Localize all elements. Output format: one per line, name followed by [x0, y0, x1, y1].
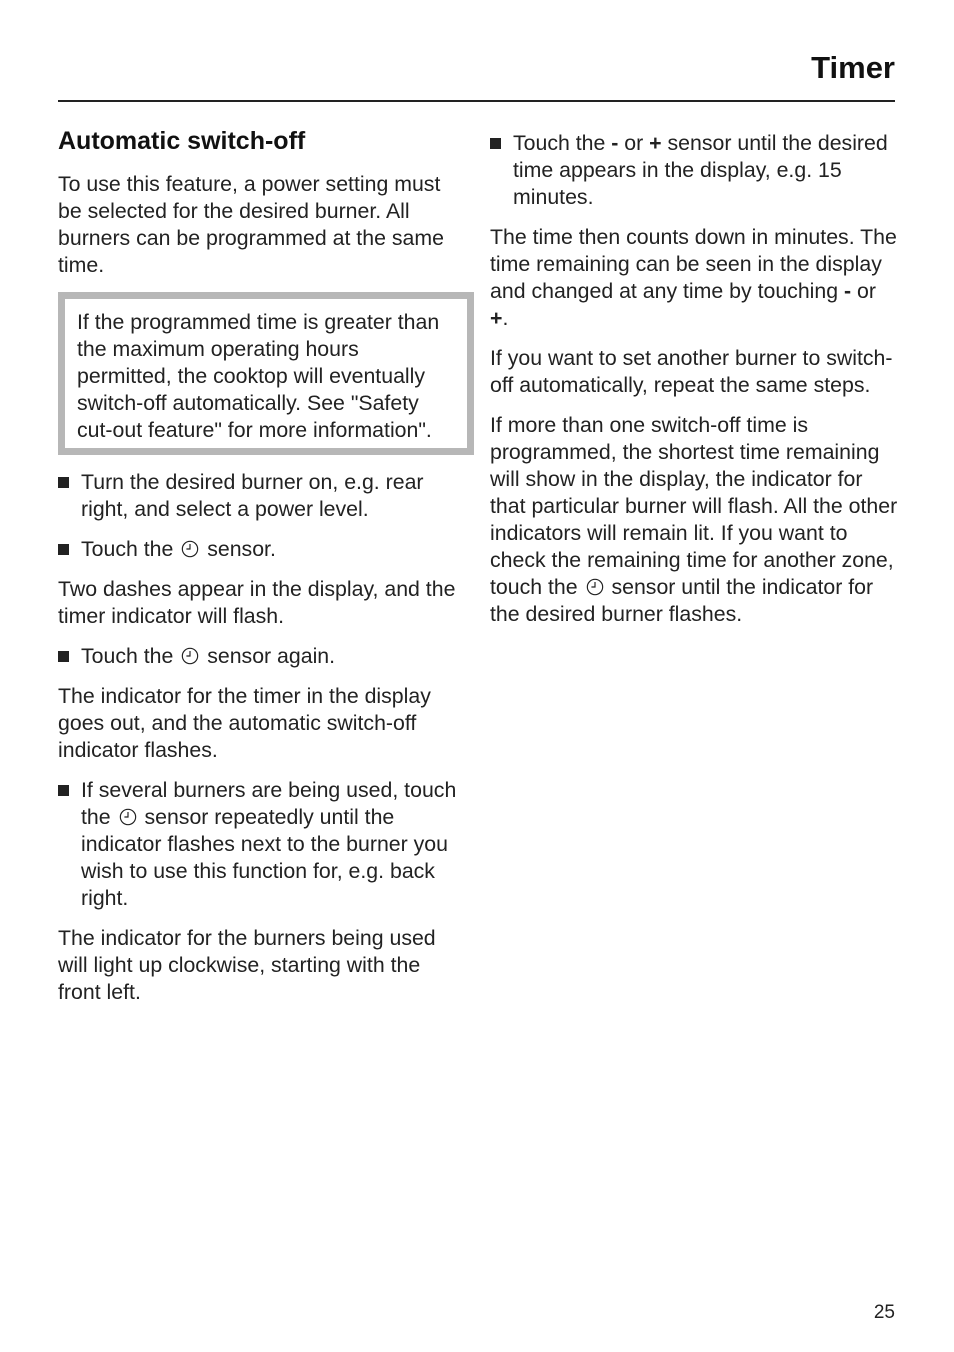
step-text: sensor until the desired time appears in the display, e.g. 15 minutes. [513, 131, 888, 209]
right-column [490, 130, 900, 641]
page-number: 25 [873, 1302, 895, 1323]
minus-symbol: - [611, 131, 619, 155]
step-text: sensor. [207, 537, 276, 561]
bullet-icon [58, 544, 69, 555]
page-title: Timer [811, 50, 895, 85]
step-text: Turn the desired burner on, e.g. rear right, and select a power level. [81, 470, 424, 521]
minus-symbol: - [844, 279, 852, 303]
step-text: Touch the [513, 131, 606, 155]
paragraph-text: The time then counts down in minutes. The time remaining can be seen in the display and changed at any time by touching [490, 225, 897, 303]
body-paragraph: Two dashes appear in the display, and the timer indicator will flash. [58, 577, 456, 628]
paragraph-text: . [502, 306, 509, 330]
title-divider [58, 100, 895, 102]
step-text: Touch the [81, 537, 174, 561]
paragraph-text: sensor until the indicator for the desired burner flashes. [490, 575, 874, 626]
paragraph-text: If more than one switch-off time is programmed, the shortest time remaining will show in the display, the indicator for that particular burner will flash. All the other indicators will remain lit. If you want to check the remaining time for another zone, touch the [490, 413, 898, 599]
body-paragraph: If you want to set another burner to switch-off automatically, repeat the same steps. [490, 346, 893, 397]
clock-icon [181, 647, 199, 665]
step-text: If several burners are being used, touch the [81, 778, 457, 829]
bullet-icon [58, 651, 69, 662]
step-item [490, 130, 900, 211]
step-text: Touch the [81, 644, 174, 668]
intro-paragraph: To use this feature, a power setting must be selected for the desired burner. All burners can be programmed at the same time. [58, 172, 444, 277]
step-text: or [624, 131, 644, 155]
paragraph-text: or [857, 279, 876, 303]
step-item [58, 536, 468, 563]
clock-icon [586, 578, 604, 596]
bullet-icon [58, 477, 69, 488]
clock-icon [181, 540, 199, 558]
body-paragraph [490, 224, 900, 332]
note-box [58, 292, 474, 455]
plus-symbol: + [490, 306, 503, 330]
step-text: sensor again. [207, 644, 336, 668]
body-paragraph [490, 412, 900, 628]
step-item [58, 469, 468, 523]
left-column [58, 126, 468, 1019]
step-item [58, 643, 468, 670]
plus-symbol: + [649, 131, 662, 155]
note-text: If the programmed time is greater than the maximum operating hours permitted, the cooktop will eventually switch-off automatically. See "Safety cut-out feature" for more information". [77, 310, 440, 442]
bullet-icon [490, 138, 501, 149]
bullet-icon [58, 785, 69, 796]
step-item [58, 777, 468, 912]
body-paragraph: The indicator for the timer in the display goes out, and the automatic switch-off indicator flashes. [58, 684, 431, 762]
step-text: sensor repeatedly until the indicator flashes next to the burner you wish to use this function for, e.g. back right. [81, 805, 448, 910]
section-heading: Automatic switch-off [58, 127, 306, 155]
clock-icon [119, 808, 137, 826]
body-paragraph: The indicator for the burners being used will light up clockwise, starting with the front left. [58, 926, 436, 1004]
